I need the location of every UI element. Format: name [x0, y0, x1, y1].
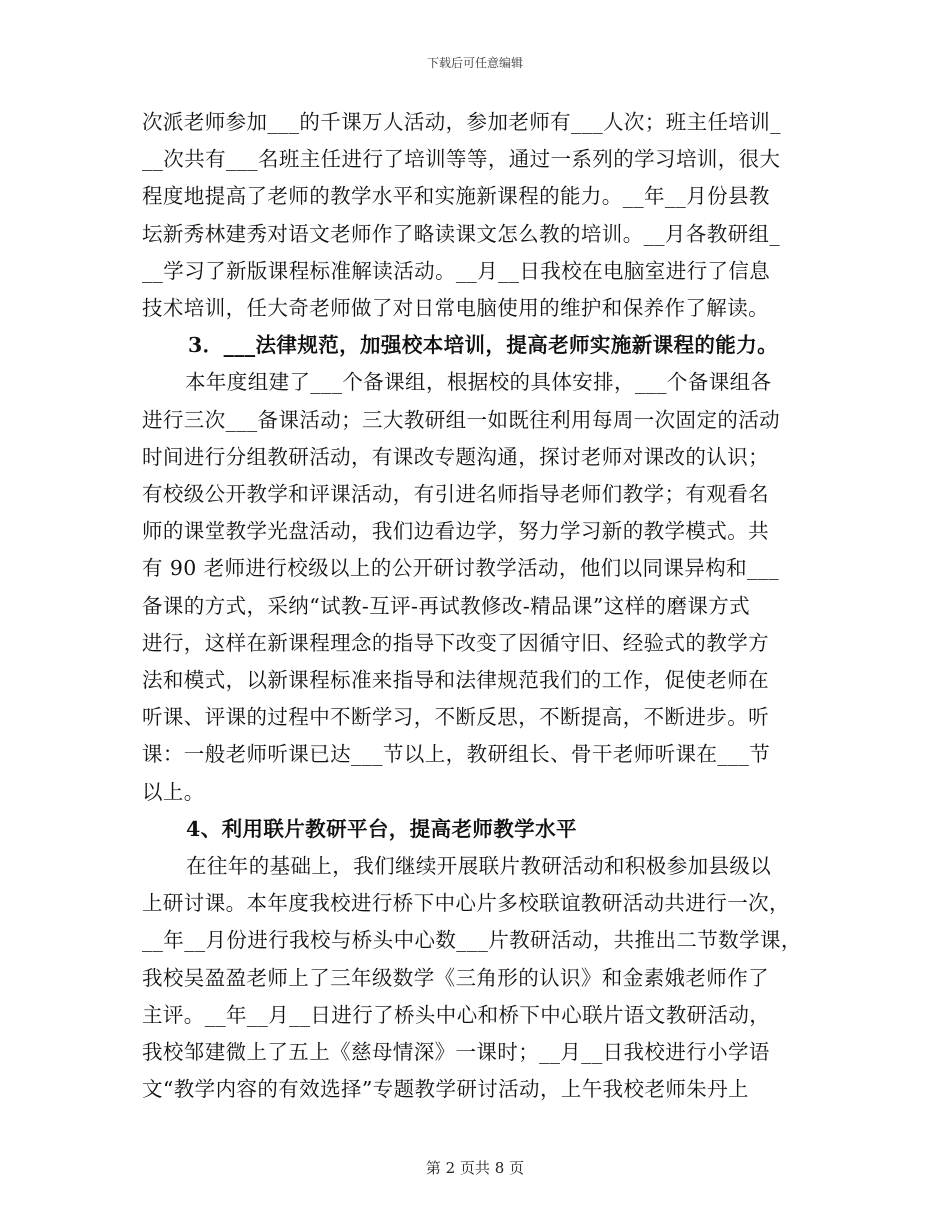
body-text-line: 听课、评课的过程中不断学习，不断反思，不断提高，不断进步。听	[142, 705, 769, 729]
body-text-line: 进行三次___备课活动；三大教研组一如既往利用每周一次固定的活动	[142, 408, 781, 432]
body-text-line: 技术培训，任大奇老师做了对日常电脑使用的维护和保养作了解读。	[142, 296, 769, 320]
body-text-line: __学习了新版课程标准解读活动。__月__日我校在电脑室进行了信息	[142, 259, 771, 283]
page-header: 下载后可任意编辑	[426, 56, 523, 70]
body-text-line: __年__月份进行我校与桥头中心数___片教研活动，共推出二节数学课，	[142, 928, 802, 952]
body-text-line: 时间进行分组教研活动，有课改专题沟通，探讨老师对课改的认识；	[142, 445, 769, 469]
body-text-line: 次派老师参加___的千课万人活动，参加老师有___人次；班主任培训_	[142, 110, 781, 134]
body-text-line: 程度地提高了老师的教学水平和实施新课程的能力。__年__月份县教	[142, 184, 770, 208]
body-text-line: 备课的方式，采纳“试教-互评-再试教修改-精品课”这样的磨课方式	[142, 594, 751, 618]
body-text-line: 进行，这样在新课程理念的指导下改变了因循守旧、经验式的教学方	[142, 631, 769, 655]
body-text-line: 本年度组建了___个备课组，根据校的具体安排，___个备课组各	[185, 370, 772, 394]
body-text-line: 法和模式，以新课程标准来指导和法律规范我们的工作，促使老师在	[142, 668, 769, 692]
body-text-line: 上研讨课。本年度我校进行桥下中心片多校联谊教研活动共进行一次，	[142, 891, 790, 915]
body-text-line: 师的课堂教学光盘活动，我们边看边学，努力学习新的教学模式。共	[142, 519, 769, 543]
body-text-line: 主评。__年__月__日进行了桥头中心和桥下中心联片语文教研活动，	[142, 1003, 771, 1027]
body-text-line: 课：一般老师听课已达___节以上，教研组长、骨干老师听课在___节	[142, 742, 771, 766]
section-heading: 3．___法律规范，加强校本培训，提高老师实施新课程的能力。	[188, 333, 779, 357]
body-text-line: 以上。	[142, 780, 205, 804]
page-footer: 第 2 页共 8 页	[425, 1159, 525, 1177]
body-text-line: 有 90 老师进行校级以上的公开研讨教学活动，他们以同课异构和___	[142, 556, 779, 580]
body-text-line: 有校级公开教学和评课活动，有引进名师指导老师们教学；有观看名	[142, 482, 769, 506]
section-heading: 4、利用联片教研平台，提高老师教学水平	[186, 817, 577, 841]
body-text-line: 文“教学内容的有效选择”专题教学研讨活动，上午我校老师朱丹上	[142, 1077, 749, 1101]
body-text-line: 坛新秀林建秀对语文老师作了略读课文怎么教的培训。__月各教研组_	[142, 222, 781, 246]
body-text-line: __次共有___名班主任进行了培训等等，通过一系列的学习培训，很大	[142, 147, 781, 171]
body-text-line: 我校邹建微上了五上《慈母情深》一课时；__月__日我校进行小学语	[142, 1040, 770, 1064]
body-text-line: 在往年的基础上，我们继续开展联片教研活动和积极参加县级以	[186, 854, 772, 878]
body-text-line: 我校吴盈盈老师上了三年级数学《三角形的认识》和金素娥老师作了	[142, 966, 769, 990]
